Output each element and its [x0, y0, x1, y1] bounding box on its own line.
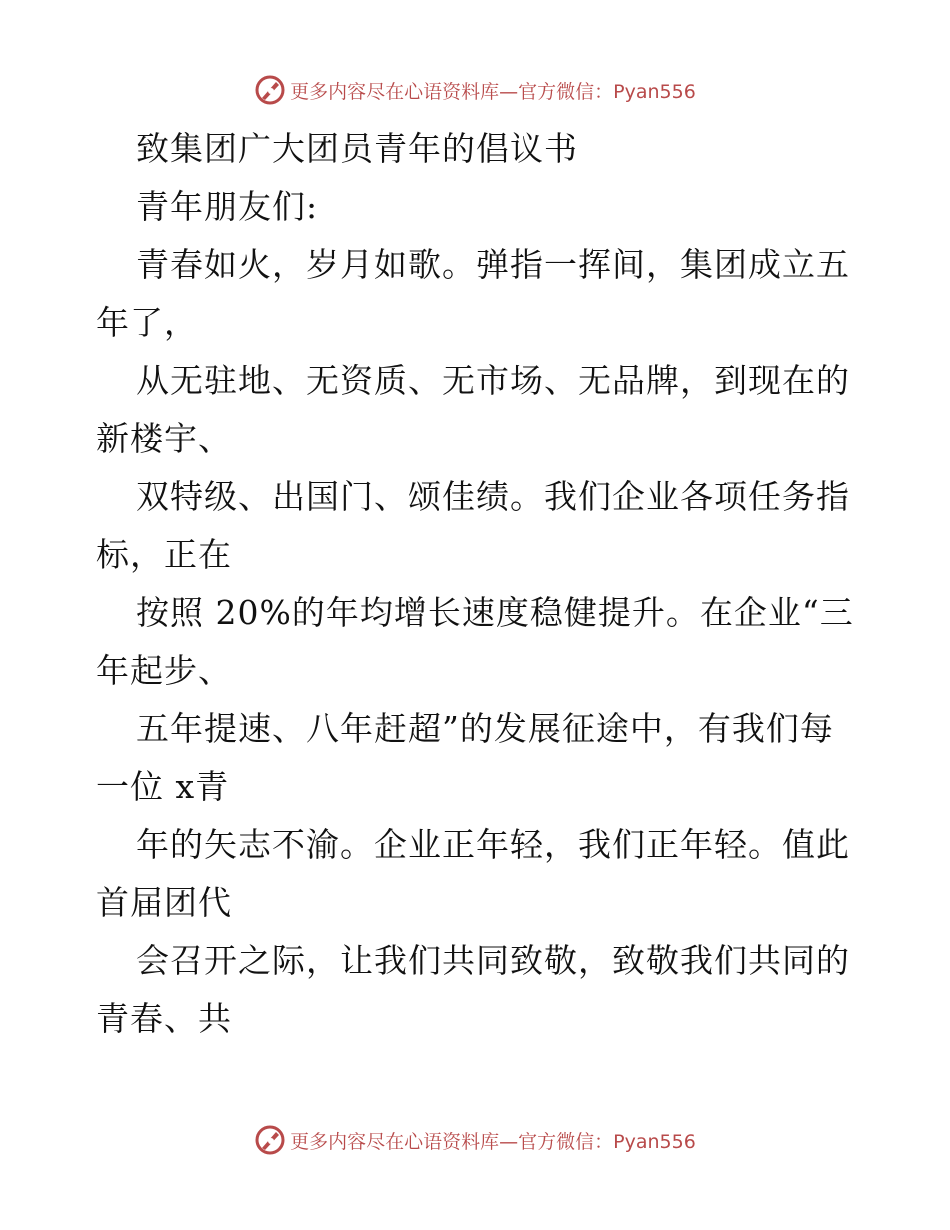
banner-text: 更多内容尽在心语资料库—官方微信：Pyan556	[290, 80, 696, 103]
doc-line: 新楼宇、	[96, 419, 232, 458]
doc-line: 青春如火，岁月如歌。弹指一挥间，集团成立五	[136, 245, 850, 284]
doc-title: 致集团广大团员青年的倡议书	[136, 129, 578, 168]
doc-line: 双特级、出国门、颂佳绩。我们企业各项任务指	[136, 477, 850, 516]
doc-line: 年起步、	[96, 651, 232, 690]
doc-line: 标，正在	[96, 535, 232, 574]
header-banner	[0, 70, 950, 110]
doc-line: 首届团代	[96, 883, 232, 922]
doc-line: 五年提速、八年赶超”的发展征途中，有我们每	[136, 709, 834, 748]
doc-salutation: 青年朋友们:	[136, 187, 319, 226]
doc-line: 一位 x青	[96, 767, 230, 806]
banner-text: 更多内容尽在心语资料库—官方微信：Pyan556	[290, 1130, 696, 1153]
doc-line: 青春、共	[96, 999, 232, 1038]
document-body	[96, 120, 856, 1048]
doc-line: 年了，	[96, 303, 198, 342]
pen-circle-logo-icon	[254, 1124, 286, 1156]
doc-line: 会召开之际，让我们共同致敬，致敬我们共同的	[136, 941, 850, 980]
doc-line: 从无驻地、无资质、无市场、无品牌，到现在的	[136, 361, 850, 400]
pen-circle-logo-icon	[254, 74, 286, 106]
doc-line: 按照 20%的年均增长速度稳健提升。在企业“三	[136, 593, 854, 632]
doc-line: 年的矢志不渝。企业正年轻，我们正年轻。值此	[136, 825, 850, 864]
footer-banner	[0, 1120, 950, 1160]
